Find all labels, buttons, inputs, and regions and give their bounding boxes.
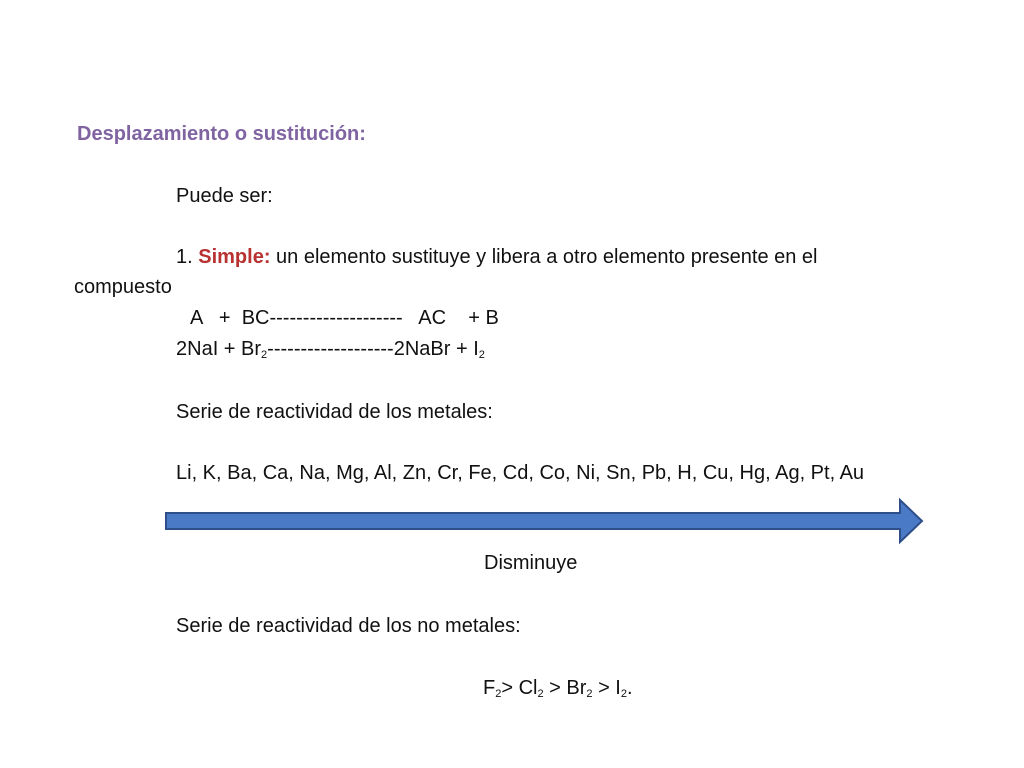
arrow-shape bbox=[166, 500, 922, 542]
series-part: F bbox=[483, 677, 496, 699]
arrow-label: Disminuye bbox=[484, 552, 578, 574]
slide-title: Desplazamiento o sustitución: bbox=[77, 123, 366, 145]
simple-number: 1. bbox=[176, 246, 199, 268]
eq-subscript: 2 bbox=[478, 349, 485, 361]
simple-definition bbox=[176, 245, 818, 269]
metals-series: Li, K, Ba, Ca, Na, Mg, Al, Zn, Cr, Fe, Cd, Co, Ni, Sn, Pb, H, Cu, Hg, Ag, Pt, Au bbox=[176, 462, 865, 484]
generic-equation: A + BC-------------------- AC + B bbox=[190, 307, 499, 329]
simple-text: un elemento sustituye y libera a otro elemento presente en el bbox=[270, 246, 818, 268]
series-part: > Cl bbox=[501, 677, 538, 699]
series-subscript: 2 bbox=[537, 688, 544, 700]
eq-part: 2NaI + Br bbox=[176, 338, 262, 360]
simple-definition-continuation: compuesto bbox=[74, 276, 172, 298]
series-part: . bbox=[627, 677, 633, 699]
eq-subscript: 2 bbox=[261, 349, 268, 361]
series-part: > Br bbox=[543, 677, 587, 699]
series-part: > I bbox=[592, 677, 621, 699]
example-equation bbox=[176, 337, 485, 361]
puede-ser-label: Puede ser: bbox=[176, 185, 273, 207]
metals-heading: Serie de reactividad de los metales: bbox=[176, 401, 493, 423]
eq-part: -------------------2NaBr + I bbox=[267, 338, 479, 360]
nonmetals-series bbox=[483, 676, 633, 700]
nonmetals-heading: Serie de reactividad de los no metales: bbox=[176, 615, 521, 637]
right-arrow-icon bbox=[164, 497, 926, 545]
simple-keyword: Simple: bbox=[198, 246, 271, 268]
series-subscript: 2 bbox=[495, 688, 502, 700]
series-subscript: 2 bbox=[586, 688, 593, 700]
series-subscript: 2 bbox=[620, 688, 627, 700]
